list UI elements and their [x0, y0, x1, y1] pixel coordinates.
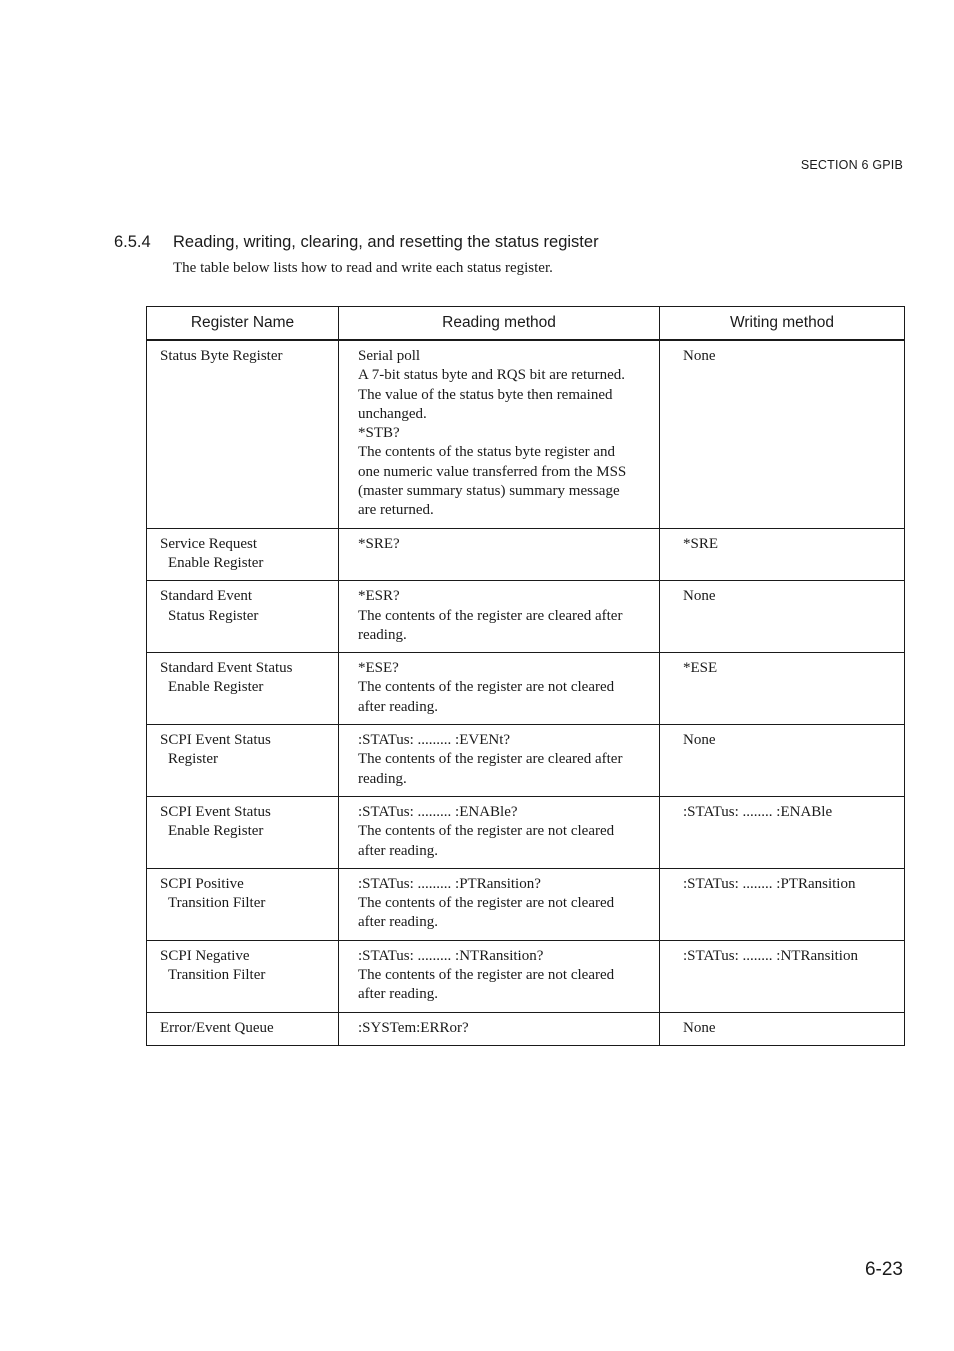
cell-line: A 7-bit status byte and RQS bit are returned. [358, 367, 626, 384]
cell-line: None [683, 348, 716, 364]
reading-method-cell [339, 725, 660, 797]
cell-line: The contents of the register are not cleared [358, 679, 615, 696]
cell-line: are returned. [358, 502, 434, 519]
table-header-row [147, 307, 905, 341]
cell-line: The contents of the status byte register and [358, 444, 616, 461]
writing-method-cell [660, 653, 905, 725]
register-name-cell [147, 725, 339, 797]
cell-line: None [683, 1019, 716, 1036]
register-name-cell [147, 581, 339, 653]
reading-method-cell [339, 340, 660, 528]
section-header: SECTION 6 GPIB [800, 158, 903, 172]
cell-line: :SYSTem:ERRor? [358, 1019, 469, 1036]
cell-line: Service Request [160, 535, 258, 552]
register-name-cell [147, 1012, 339, 1045]
reading-method-cell [339, 1012, 660, 1045]
cell-line: The contents of the register are cleared after [358, 607, 623, 624]
writing-method-cell [660, 581, 905, 653]
reading-method-cell [339, 581, 660, 653]
table-row [147, 340, 905, 528]
column-header-writing-method: Writing method [660, 307, 905, 341]
cell-line: :STATus: ........ :NTRansition [683, 947, 858, 964]
cell-line: None [683, 588, 716, 605]
cell-line: after reading. [358, 698, 438, 715]
cell-line: *STB? [358, 425, 400, 442]
cell-line: :STATus: ......... :EVENt? [358, 732, 511, 749]
cell-line: Enable Register [168, 554, 264, 571]
cell-line: Register [168, 751, 218, 768]
cell-line: after reading. [358, 986, 438, 1003]
cell-line: :STATus: ......... :ENABle? [358, 803, 518, 820]
register-name-cell [147, 940, 339, 1012]
cell-line: None [683, 732, 716, 749]
reading-method-cell [339, 940, 660, 1012]
cell-line: SCPI Positive [160, 875, 244, 892]
cell-line: Standard Event [160, 588, 253, 605]
cell-line: one numeric value transferred from the MSS [358, 463, 627, 480]
cell-line: Standard Event Status [160, 660, 293, 677]
cell-line: The contents of the register are not cleared [358, 895, 615, 912]
section-title: Reading, writing, clearing, and resetting the status register [173, 233, 599, 251]
register-name-cell [147, 868, 339, 940]
table-row [147, 581, 905, 653]
cell-line: Transition Filter [168, 967, 266, 984]
register-name-cell [147, 653, 339, 725]
cell-line: Error/Event Queue [160, 1019, 274, 1036]
cell-line: Enable Register [168, 823, 264, 840]
cell-line: :STATus: ........ :ENABle [683, 803, 833, 820]
cell-line: reading. [358, 626, 407, 643]
cell-line: Status Register [168, 607, 259, 624]
register-name-cell [147, 340, 339, 528]
writing-method-cell [660, 796, 905, 868]
writing-method-cell [660, 340, 905, 528]
register-name-cell [147, 528, 339, 581]
cell-line: SCPI Negative [160, 947, 250, 964]
table-row [147, 940, 905, 1012]
table-row [147, 528, 905, 581]
writing-method-cell [660, 868, 905, 940]
cell-line: *SRE [683, 535, 719, 552]
cell-line: after reading. [358, 914, 438, 931]
writing-method-cell [660, 1012, 905, 1045]
cell-line: The contents of the register are not cleared [358, 967, 615, 984]
cell-line: :STATus: ......... :NTRansition? [358, 947, 544, 964]
reading-method-cell [339, 653, 660, 725]
register-name-cell [147, 796, 339, 868]
cell-line: The contents of the register are cleared after [358, 751, 623, 768]
reading-method-cell [339, 868, 660, 940]
writing-method-cell [660, 725, 905, 797]
table-body [147, 340, 905, 1045]
cell-line: unchanged. [358, 405, 427, 422]
cell-line: :STATus: ........ :PTRansition [683, 875, 856, 892]
cell-line: Enable Register [168, 679, 264, 696]
status-register-table [146, 306, 905, 1046]
cell-line: *SRE? [358, 535, 400, 552]
cell-line: *ESE? [358, 660, 399, 677]
cell-line: Serial poll [358, 348, 421, 364]
section-heading [114, 233, 599, 252]
cell-line: SCPI Event Status [160, 803, 271, 820]
writing-method-cell [660, 528, 905, 581]
table-row [147, 653, 905, 725]
cell-line: The contents of the register are not cleared [358, 823, 615, 840]
cell-line: Transition Filter [168, 895, 266, 912]
cell-line: :STATus: ......... :PTRansition? [358, 875, 541, 892]
table-row [147, 1012, 905, 1045]
page-number: 6-23 [864, 1259, 903, 1280]
table-row [147, 725, 905, 797]
table-row [147, 796, 905, 868]
cell-line: *ESR? [358, 588, 400, 605]
cell-line: The value of the status byte then remained [358, 386, 613, 403]
reading-method-cell [339, 796, 660, 868]
section-number: 6.5.4 [114, 233, 151, 251]
intro-paragraph: The table below lists how to read and write each status register. [173, 260, 553, 276]
cell-line: *ESE [683, 660, 718, 677]
cell-line: reading. [358, 770, 407, 787]
column-header-register-name: Register Name [147, 307, 339, 341]
reading-method-cell [339, 528, 660, 581]
writing-method-cell [660, 940, 905, 1012]
column-header-reading-method: Reading method [339, 307, 660, 341]
cell-line: (master summary status) summary message [358, 483, 620, 500]
cell-line: Status Byte Register [160, 348, 283, 364]
cell-line: SCPI Event Status [160, 732, 271, 749]
table-row [147, 868, 905, 940]
cell-line: after reading. [358, 842, 438, 859]
